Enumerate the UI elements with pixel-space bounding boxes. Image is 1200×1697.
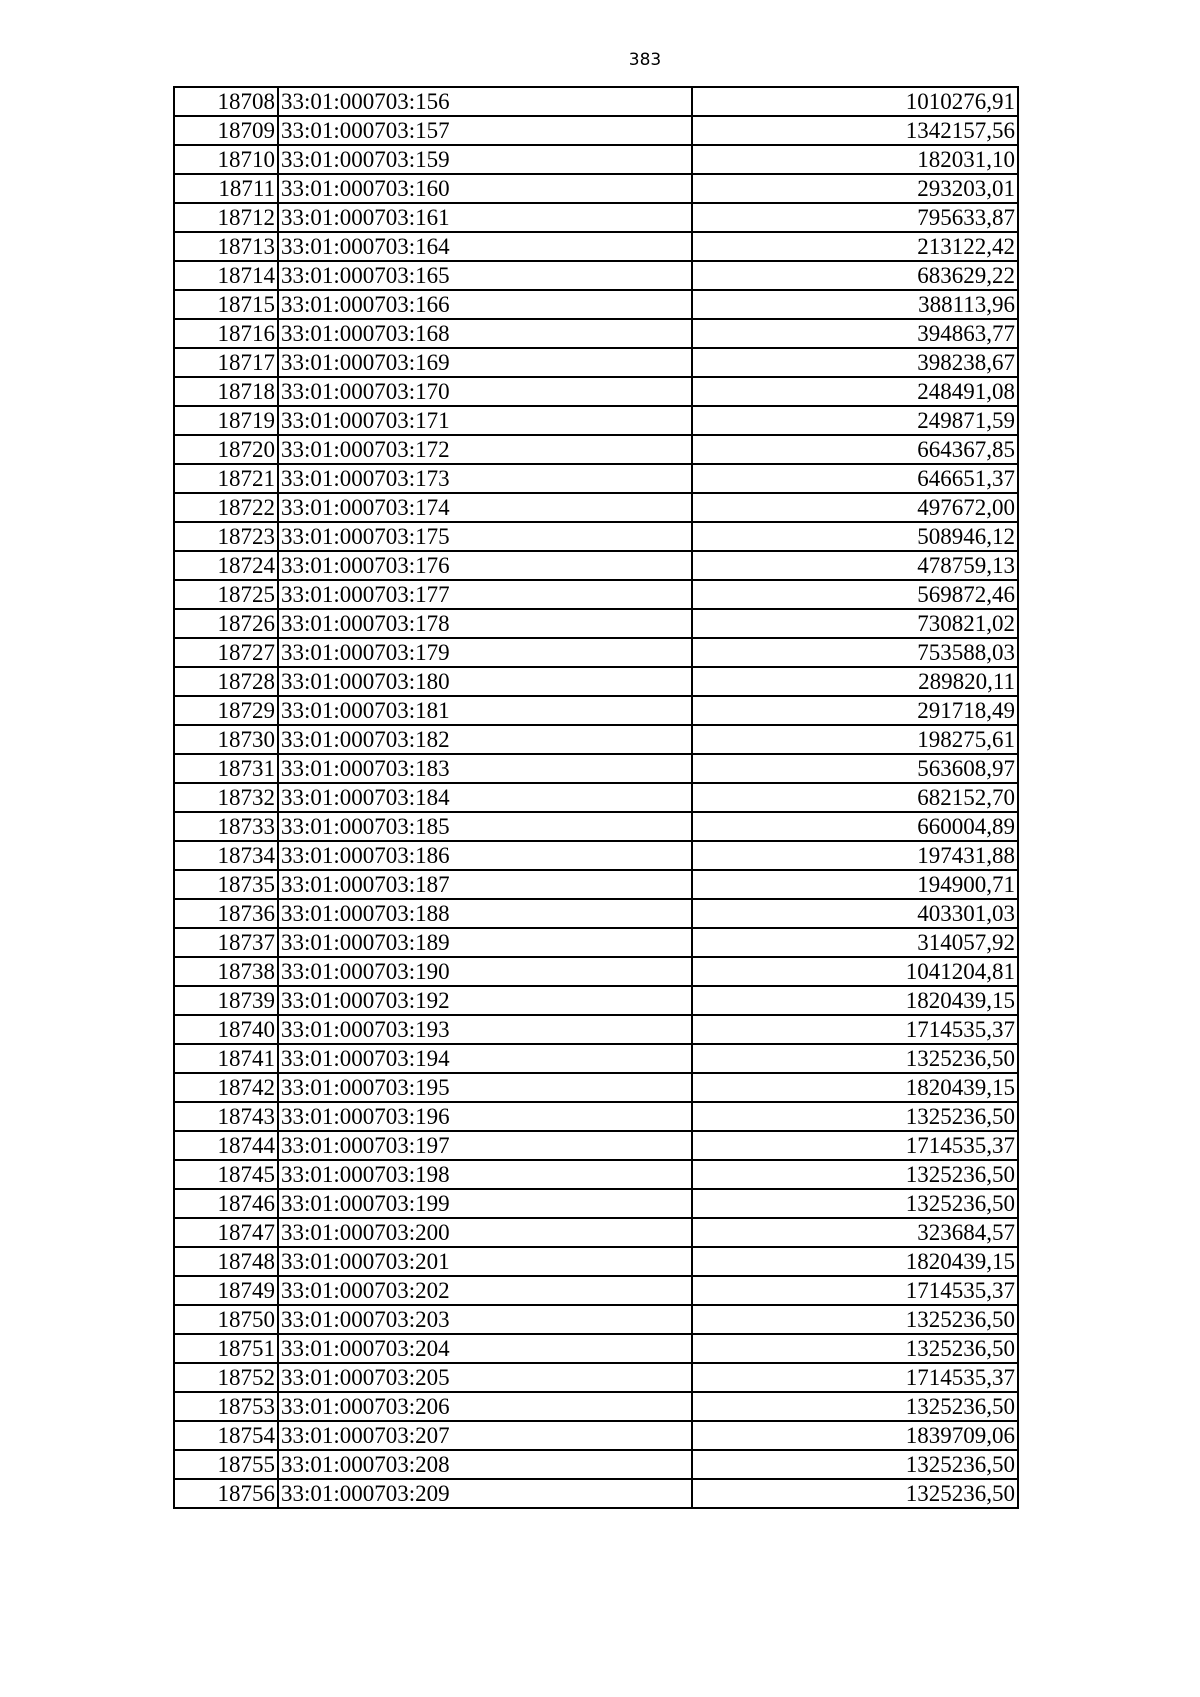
cadastral-value-cell: 314057,92 (692, 928, 1018, 957)
row-number-cell: 18720 (174, 435, 278, 464)
cadastral-number-cell: 33:01:000703:195 (278, 1073, 692, 1102)
cadastral-number-cell: 33:01:000703:189 (278, 928, 692, 957)
table-row (174, 493, 1018, 522)
cadastral-number-cell: 33:01:000703:180 (278, 667, 692, 696)
table-row (174, 406, 1018, 435)
table-row (174, 87, 1018, 116)
table-row (174, 1102, 1018, 1131)
cadastral-value-cell: 478759,13 (692, 551, 1018, 580)
cadastral-value-cell: 182031,10 (692, 145, 1018, 174)
cadastral-number-cell: 33:01:000703:193 (278, 1015, 692, 1044)
cadastral-value-cell: 795633,87 (692, 203, 1018, 232)
cadastral-number-cell: 33:01:000703:183 (278, 754, 692, 783)
table-row (174, 1044, 1018, 1073)
cadastral-number-cell: 33:01:000703:178 (278, 609, 692, 638)
table-row (174, 261, 1018, 290)
cadastral-value-cell: 388113,96 (692, 290, 1018, 319)
cadastral-value-cell: 394863,77 (692, 319, 1018, 348)
row-number-cell: 18732 (174, 783, 278, 812)
cadastral-number-cell: 33:01:000703:174 (278, 493, 692, 522)
row-number-cell: 18719 (174, 406, 278, 435)
cadastral-value-cell: 508946,12 (692, 522, 1018, 551)
row-number-cell: 18752 (174, 1363, 278, 1392)
cadastral-value-cell: 289820,11 (692, 667, 1018, 696)
cadastral-value-cell: 398238,67 (692, 348, 1018, 377)
table-row (174, 870, 1018, 899)
row-number-cell: 18756 (174, 1479, 278, 1508)
cadastral-value-cell: 563608,97 (692, 754, 1018, 783)
row-number-cell: 18751 (174, 1334, 278, 1363)
cadastral-value-cell: 1714535,37 (692, 1363, 1018, 1392)
table-row (174, 551, 1018, 580)
row-number-cell: 18712 (174, 203, 278, 232)
row-number-cell: 18731 (174, 754, 278, 783)
row-number-cell: 18711 (174, 174, 278, 203)
table-row (174, 899, 1018, 928)
row-number-cell: 18738 (174, 957, 278, 986)
cadastral-value-cell: 1342157,56 (692, 116, 1018, 145)
cadastral-number-cell: 33:01:000703:181 (278, 696, 692, 725)
row-number-cell: 18730 (174, 725, 278, 754)
cadastral-value-cell: 497672,00 (692, 493, 1018, 522)
table-row (174, 435, 1018, 464)
cadastral-number-cell: 33:01:000703:182 (278, 725, 692, 754)
row-number-cell: 18742 (174, 1073, 278, 1102)
cadastral-number-cell: 33:01:000703:164 (278, 232, 692, 261)
table-row (174, 928, 1018, 957)
cadastral-value-cell: 1820439,15 (692, 1247, 1018, 1276)
table-row (174, 1218, 1018, 1247)
row-number-cell: 18708 (174, 87, 278, 116)
table-row (174, 522, 1018, 551)
cadastral-number-cell: 33:01:000703:199 (278, 1189, 692, 1218)
row-number-cell: 18740 (174, 1015, 278, 1044)
table-row (174, 1479, 1018, 1508)
row-number-cell: 18737 (174, 928, 278, 957)
cadastral-value-cell: 682152,70 (692, 783, 1018, 812)
row-number-cell: 18717 (174, 348, 278, 377)
cadastral-number-cell: 33:01:000703:175 (278, 522, 692, 551)
page-number: 383 (628, 50, 662, 70)
table-row (174, 1305, 1018, 1334)
table-row (174, 1392, 1018, 1421)
cadastral-value-cell: 1010276,91 (692, 87, 1018, 116)
cadastral-number-cell: 33:01:000703:200 (278, 1218, 692, 1247)
table-row (174, 754, 1018, 783)
cadastral-number-cell: 33:01:000703:185 (278, 812, 692, 841)
table-row (174, 609, 1018, 638)
cadastral-value-cell: 569872,46 (692, 580, 1018, 609)
cadastral-value-cell: 403301,03 (692, 899, 1018, 928)
cadastral-value-cell: 293203,01 (692, 174, 1018, 203)
cadastral-value-cell: 1041204,81 (692, 957, 1018, 986)
row-number-cell: 18753 (174, 1392, 278, 1421)
cadastral-number-cell: 33:01:000703:208 (278, 1450, 692, 1479)
row-number-cell: 18716 (174, 319, 278, 348)
cadastral-value-cell: 194900,71 (692, 870, 1018, 899)
cadastral-value-cell: 291718,49 (692, 696, 1018, 725)
table-row (174, 580, 1018, 609)
table-row (174, 232, 1018, 261)
cadastral-number-cell: 33:01:000703:186 (278, 841, 692, 870)
table-row (174, 812, 1018, 841)
cadastral-number-cell: 33:01:000703:172 (278, 435, 692, 464)
cadastral-number-cell: 33:01:000703:190 (278, 957, 692, 986)
cadastral-value-cell: 248491,08 (692, 377, 1018, 406)
cadastral-value-cell: 730821,02 (692, 609, 1018, 638)
cadastral-number-cell: 33:01:000703:177 (278, 580, 692, 609)
table-row (174, 638, 1018, 667)
cadastral-number-cell: 33:01:000703:196 (278, 1102, 692, 1131)
table-row (174, 783, 1018, 812)
row-number-cell: 18744 (174, 1131, 278, 1160)
cadastral-number-cell: 33:01:000703:159 (278, 145, 692, 174)
cadastral-number-cell: 33:01:000703:205 (278, 1363, 692, 1392)
table-row (174, 986, 1018, 1015)
table-row (174, 1160, 1018, 1189)
row-number-cell: 18728 (174, 667, 278, 696)
row-number-cell: 18747 (174, 1218, 278, 1247)
table-row (174, 174, 1018, 203)
cadastral-value-cell: 1714535,37 (692, 1276, 1018, 1305)
row-number-cell: 18718 (174, 377, 278, 406)
row-number-cell: 18745 (174, 1160, 278, 1189)
cadastral-value-cell: 1839709,06 (692, 1421, 1018, 1450)
table-row (174, 667, 1018, 696)
cadastral-value-cell: 198275,61 (692, 725, 1018, 754)
cadastral-value-cell: 323684,57 (692, 1218, 1018, 1247)
cadastral-number-cell: 33:01:000703:176 (278, 551, 692, 580)
table-row (174, 348, 1018, 377)
cadastral-value-cell: 753588,03 (692, 638, 1018, 667)
cadastral-number-cell: 33:01:000703:187 (278, 870, 692, 899)
cadastral-number-cell: 33:01:000703:198 (278, 1160, 692, 1189)
row-number-cell: 18729 (174, 696, 278, 725)
cadastral-number-cell: 33:01:000703:173 (278, 464, 692, 493)
cadastral-number-cell: 33:01:000703:197 (278, 1131, 692, 1160)
table-row (174, 841, 1018, 870)
cadastral-value-cell: 664367,85 (692, 435, 1018, 464)
table-row (174, 1450, 1018, 1479)
row-number-cell: 18748 (174, 1247, 278, 1276)
cadastral-value-cell: 1820439,15 (692, 986, 1018, 1015)
row-number-cell: 18733 (174, 812, 278, 841)
table-row (174, 1334, 1018, 1363)
cadastral-value-cell: 1820439,15 (692, 1073, 1018, 1102)
table-row (174, 696, 1018, 725)
table-row (174, 1015, 1018, 1044)
row-number-cell: 18725 (174, 580, 278, 609)
cadastral-value-table (173, 86, 1019, 1509)
cadastral-value-cell: 1325236,50 (692, 1479, 1018, 1508)
row-number-cell: 18746 (174, 1189, 278, 1218)
cadastral-number-cell: 33:01:000703:179 (278, 638, 692, 667)
cadastral-number-cell: 33:01:000703:209 (278, 1479, 692, 1508)
cadastral-value-cell: 1325236,50 (692, 1450, 1018, 1479)
cadastral-value-cell: 213122,42 (692, 232, 1018, 261)
table-row (174, 1189, 1018, 1218)
cadastral-number-cell: 33:01:000703:169 (278, 348, 692, 377)
cadastral-value-cell: 1325236,50 (692, 1334, 1018, 1363)
cadastral-number-cell: 33:01:000703:171 (278, 406, 692, 435)
row-number-cell: 18755 (174, 1450, 278, 1479)
table-row (174, 203, 1018, 232)
cadastral-value-cell: 646651,37 (692, 464, 1018, 493)
row-number-cell: 18715 (174, 290, 278, 319)
cadastral-value-cell: 1714535,37 (692, 1131, 1018, 1160)
row-number-cell: 18721 (174, 464, 278, 493)
table-row (174, 377, 1018, 406)
table-row (174, 1276, 1018, 1305)
cadastral-number-cell: 33:01:000703:184 (278, 783, 692, 812)
cadastral-number-cell: 33:01:000703:166 (278, 290, 692, 319)
cadastral-number-cell: 33:01:000703:168 (278, 319, 692, 348)
row-number-cell: 18710 (174, 145, 278, 174)
row-number-cell: 18739 (174, 986, 278, 1015)
cadastral-number-cell: 33:01:000703:202 (278, 1276, 692, 1305)
row-number-cell: 18727 (174, 638, 278, 667)
cadastral-number-cell: 33:01:000703:206 (278, 1392, 692, 1421)
row-number-cell: 18743 (174, 1102, 278, 1131)
table-row (174, 957, 1018, 986)
row-number-cell: 18750 (174, 1305, 278, 1334)
table-row (174, 1421, 1018, 1450)
cadastral-value-cell: 1325236,50 (692, 1392, 1018, 1421)
table-row (174, 1073, 1018, 1102)
cadastral-number-cell: 33:01:000703:188 (278, 899, 692, 928)
cadastral-number-cell: 33:01:000703:201 (278, 1247, 692, 1276)
table-row (174, 1363, 1018, 1392)
cadastral-number-cell: 33:01:000703:170 (278, 377, 692, 406)
table-row (174, 1247, 1018, 1276)
cadastral-value-cell: 1325236,50 (692, 1044, 1018, 1073)
row-number-cell: 18723 (174, 522, 278, 551)
row-number-cell: 18709 (174, 116, 278, 145)
table-row (174, 319, 1018, 348)
row-number-cell: 18714 (174, 261, 278, 290)
cadastral-number-cell: 33:01:000703:207 (278, 1421, 692, 1450)
row-number-cell: 18722 (174, 493, 278, 522)
table-row (174, 464, 1018, 493)
cadastral-value-cell: 197431,88 (692, 841, 1018, 870)
row-number-cell: 18726 (174, 609, 278, 638)
cadastral-number-cell: 33:01:000703:157 (278, 116, 692, 145)
row-number-cell: 18754 (174, 1421, 278, 1450)
table-row (174, 1131, 1018, 1160)
cadastral-number-cell: 33:01:000703:156 (278, 87, 692, 116)
row-number-cell: 18713 (174, 232, 278, 261)
row-number-cell: 18741 (174, 1044, 278, 1073)
row-number-cell: 18735 (174, 870, 278, 899)
table-row (174, 290, 1018, 319)
cadastral-number-cell: 33:01:000703:165 (278, 261, 692, 290)
cadastral-number-cell: 33:01:000703:160 (278, 174, 692, 203)
row-number-cell: 18749 (174, 1276, 278, 1305)
cadastral-value-cell: 1325236,50 (692, 1305, 1018, 1334)
table-row (174, 116, 1018, 145)
cadastral-value-cell: 660004,89 (692, 812, 1018, 841)
cadastral-number-cell: 33:01:000703:204 (278, 1334, 692, 1363)
table-row (174, 725, 1018, 754)
cadastral-value-cell: 1325236,50 (692, 1160, 1018, 1189)
cadastral-number-cell: 33:01:000703:192 (278, 986, 692, 1015)
table-body (174, 87, 1018, 1508)
table-row (174, 145, 1018, 174)
cadastral-value-cell: 249871,59 (692, 406, 1018, 435)
row-number-cell: 18736 (174, 899, 278, 928)
cadastral-number-cell: 33:01:000703:194 (278, 1044, 692, 1073)
cadastral-value-cell: 1325236,50 (692, 1189, 1018, 1218)
row-number-cell: 18734 (174, 841, 278, 870)
row-number-cell: 18724 (174, 551, 278, 580)
cadastral-number-cell: 33:01:000703:161 (278, 203, 692, 232)
cadastral-number-cell: 33:01:000703:203 (278, 1305, 692, 1334)
cadastral-value-cell: 1325236,50 (692, 1102, 1018, 1131)
cadastral-value-cell: 683629,22 (692, 261, 1018, 290)
cadastral-value-cell: 1714535,37 (692, 1015, 1018, 1044)
